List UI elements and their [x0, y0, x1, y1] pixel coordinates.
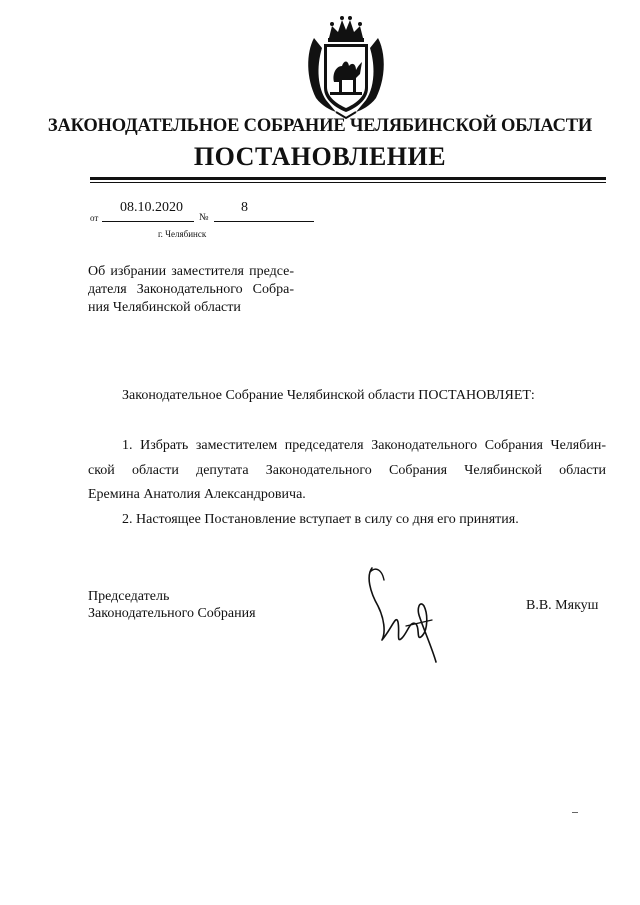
resolution-item-1 — [88, 434, 606, 508]
handwritten-signature — [362, 562, 446, 666]
city-label: г. Челябинск — [158, 229, 207, 239]
scan-artifact-mark — [572, 812, 578, 813]
document-date: 08.10.2020 — [120, 200, 183, 215]
signatory-title — [88, 588, 256, 622]
number-underline — [214, 221, 314, 222]
signatory-title-line: Законодательного Собрания — [88, 606, 256, 621]
date-underline — [102, 221, 194, 222]
subject-line: Об избрании заместителя предсе- — [88, 264, 294, 279]
document-subject — [88, 263, 294, 317]
document-type-title: ПОСТАНОВЛЕНИЕ — [193, 142, 447, 171]
item-1-line: Еремина Анатолия Александровича. — [88, 487, 306, 502]
signatory-title-line: Председатель — [88, 589, 170, 604]
signatory-name: В.В. Мякуш — [526, 598, 599, 613]
number-label: № — [199, 212, 209, 223]
document-number: 8 — [241, 200, 248, 215]
resolution-preamble: Законодательное Собрание Челябинской области ПОСТАНОВЛЯЕТ: — [122, 388, 535, 403]
resolution-item-2: 2. Настоящее Постановление вступает в силу со дня его принятия. — [122, 512, 519, 527]
item-1-line: 1. Избрать заместителем председателя Законодательного Собрания Челябин- — [122, 438, 606, 453]
header-rule-thick — [90, 177, 606, 180]
coat-of-arms-emblem — [296, 8, 396, 120]
header-rule-thin — [90, 182, 606, 183]
organization-title: ЗАКОНОДАТЕЛЬНОЕ СОБРАНИЕ ЧЕЛЯБИНСКОЙ ОБЛАСТИ — [47, 116, 593, 136]
item-1-line: ской области депутата Законодательного Собрания Челябинской области — [88, 462, 606, 478]
date-label: от — [90, 213, 99, 223]
subject-line: ния Челябинской области — [88, 300, 241, 315]
subject-line: дателя Законодательного Собра- — [88, 282, 294, 297]
